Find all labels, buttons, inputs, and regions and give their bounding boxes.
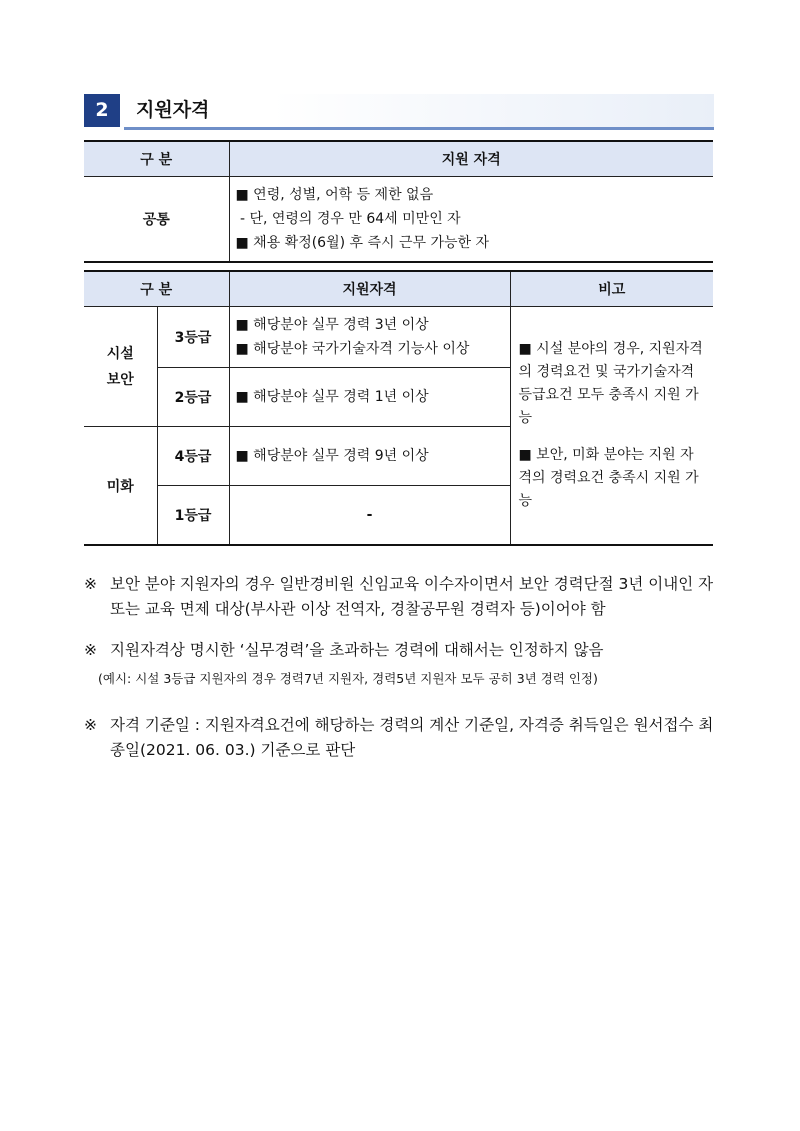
section-header-rule — [124, 127, 714, 130]
grade-cell: 3등급 — [157, 307, 229, 368]
header-category: 구 분 — [84, 271, 229, 307]
note-item — [84, 713, 724, 763]
table-header-row — [84, 141, 713, 177]
note-example — [84, 666, 724, 691]
section-header-band — [124, 94, 714, 127]
note-item — [84, 638, 724, 663]
section-number-badge: 2 — [84, 94, 120, 127]
grade-cell: 1등급 — [157, 486, 229, 546]
header-qualification: 지원 자격 — [229, 141, 713, 177]
header-category: 구 분 — [84, 141, 229, 177]
qualification-cell — [229, 368, 510, 427]
remark-text: ■ 보안, 미화 분야는 지원 자격의 경력요건 충족시 지원 가능 — [518, 447, 699, 509]
qualification-line: - 단, 연령의 경우 만 64세 미만인 자 — [235, 211, 461, 227]
note-text: 지원자격상 명시한 ‘실무경력’을 초과하는 경력에 대해서는 인정하지 않음 — [110, 641, 604, 659]
grade-cell: 2등급 — [157, 368, 229, 427]
qualification-line: ■ 해당분야 국가기술자격 기능사 이상 — [235, 341, 470, 357]
row-category: 공통 — [84, 177, 229, 263]
note-text: 자격 기준일 : 지원자격요건에 해당하는 경력의 계산 기준일, 자격증 취득일은 원서접수 최종일(2021. 06. 03.) 기준으로 판단 — [110, 716, 714, 759]
field-qualification-table — [84, 270, 713, 546]
group-category-cleaning: 미화 — [84, 427, 157, 546]
remark-text: ■ 시설 분야의 경우, 지원자격의 경력요건 및 국가기술자격 등급요건 모두 충족시 지원 가능 — [518, 341, 703, 426]
qualification-line: ■ 채용 확정(6월) 후 즉시 근무 가능한 자 — [235, 235, 490, 251]
table-header-row — [84, 271, 713, 307]
group-category-facility-security: 시설 보안 — [84, 307, 157, 427]
table-row — [84, 307, 713, 368]
reference-mark: ※ — [84, 641, 97, 659]
qualification-line: ■ 해당분야 실무 경력 3년 이상 — [235, 317, 429, 333]
row-qualification — [229, 177, 713, 263]
grade-cell: 4등급 — [157, 427, 229, 486]
section-header — [84, 94, 714, 130]
header-remarks: 비고 — [510, 271, 713, 307]
note-item — [84, 572, 724, 622]
reference-mark: ※ — [84, 716, 97, 734]
qualification-line: ■ 연령, 성별, 어학 등 제한 없음 — [235, 187, 434, 203]
notes-section — [84, 572, 724, 779]
qualification-line: ■ 해당분야 실무 경력 9년 이상 — [235, 448, 429, 464]
qualification-cell — [229, 307, 510, 368]
remarks-cell — [510, 307, 713, 546]
section-title: 지원자격 — [136, 99, 210, 121]
note-text: (예시: 시설 3등급 지원자의 경우 경력7년 지원자, 경력5년 지원자 모두 공히 3년 경력 인정) — [98, 671, 598, 686]
header-qualification: 지원자격 — [229, 271, 510, 307]
table-row — [84, 177, 713, 263]
qualification-cell — [229, 427, 510, 486]
qualification-cell: - — [229, 486, 510, 546]
reference-mark: ※ — [84, 575, 97, 593]
note-text: 보안 분야 지원자의 경우 일반경비원 신임교육 이수자이면서 보안 경력단절 3년 이내인 자 또는 교육 면제 대상(부사관 이상 전역자, 경찰공무원 경력자 등)이어야 함 — [110, 575, 714, 618]
common-qualification-table — [84, 140, 713, 263]
qualification-line: ■ 해당분야 실무 경력 1년 이상 — [235, 389, 429, 405]
